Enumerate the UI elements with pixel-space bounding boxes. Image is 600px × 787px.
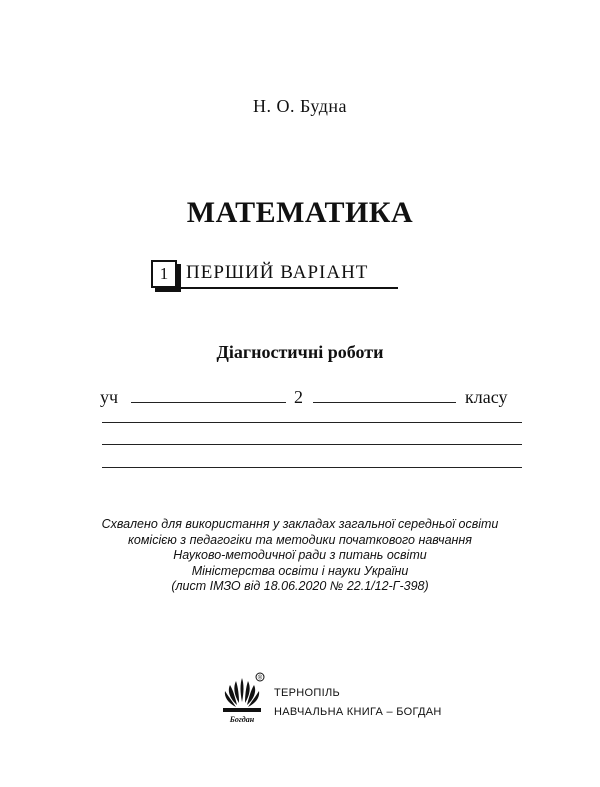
publisher-name: НАВЧАЛЬНА КНИГА – БОГДАН xyxy=(274,706,442,718)
approval-line: Схвалено для використання у закладах загальної середньої освіти xyxy=(101,517,499,531)
variant-underline xyxy=(178,287,398,289)
author-name: Н. О. Будна xyxy=(252,96,348,116)
subtitle: Діагностичні роботи xyxy=(216,342,384,362)
variant-label: ПЕРШИЙ ВАРІАНТ xyxy=(186,262,369,283)
pupil-label: уч xyxy=(100,387,119,407)
approval-note xyxy=(0,517,600,595)
school-field-line-1[interactable] xyxy=(102,422,522,423)
approval-line: Науково-методичної ради з питань освіти xyxy=(173,548,427,562)
class-letter-field[interactable] xyxy=(313,402,456,403)
svg-text:Богдан: Богдан xyxy=(229,715,255,724)
school-field-line-2[interactable] xyxy=(102,444,522,445)
book-title: МАТЕМАТИКА xyxy=(186,196,414,229)
grade-number: 2 xyxy=(294,387,303,407)
bogdan-logo-icon xyxy=(218,672,268,728)
variant-number: 1 xyxy=(151,260,177,288)
approval-line: Міністерства освіти і науки України xyxy=(191,563,409,578)
publisher-city: ТЕРНОПІЛЬ xyxy=(274,687,340,699)
pupil-name-field[interactable] xyxy=(131,402,286,403)
publisher-logo xyxy=(218,672,268,728)
class-label: класу xyxy=(465,387,508,407)
approval-line: (лист ІМЗО від 18.06.2020 № 22.1/12-Г-398) xyxy=(171,579,429,593)
school-field-line-3[interactable] xyxy=(102,467,522,468)
approval-line: комісією з педагогіки та методики початкового навчання xyxy=(128,532,472,547)
svg-text:®: ® xyxy=(257,675,263,682)
